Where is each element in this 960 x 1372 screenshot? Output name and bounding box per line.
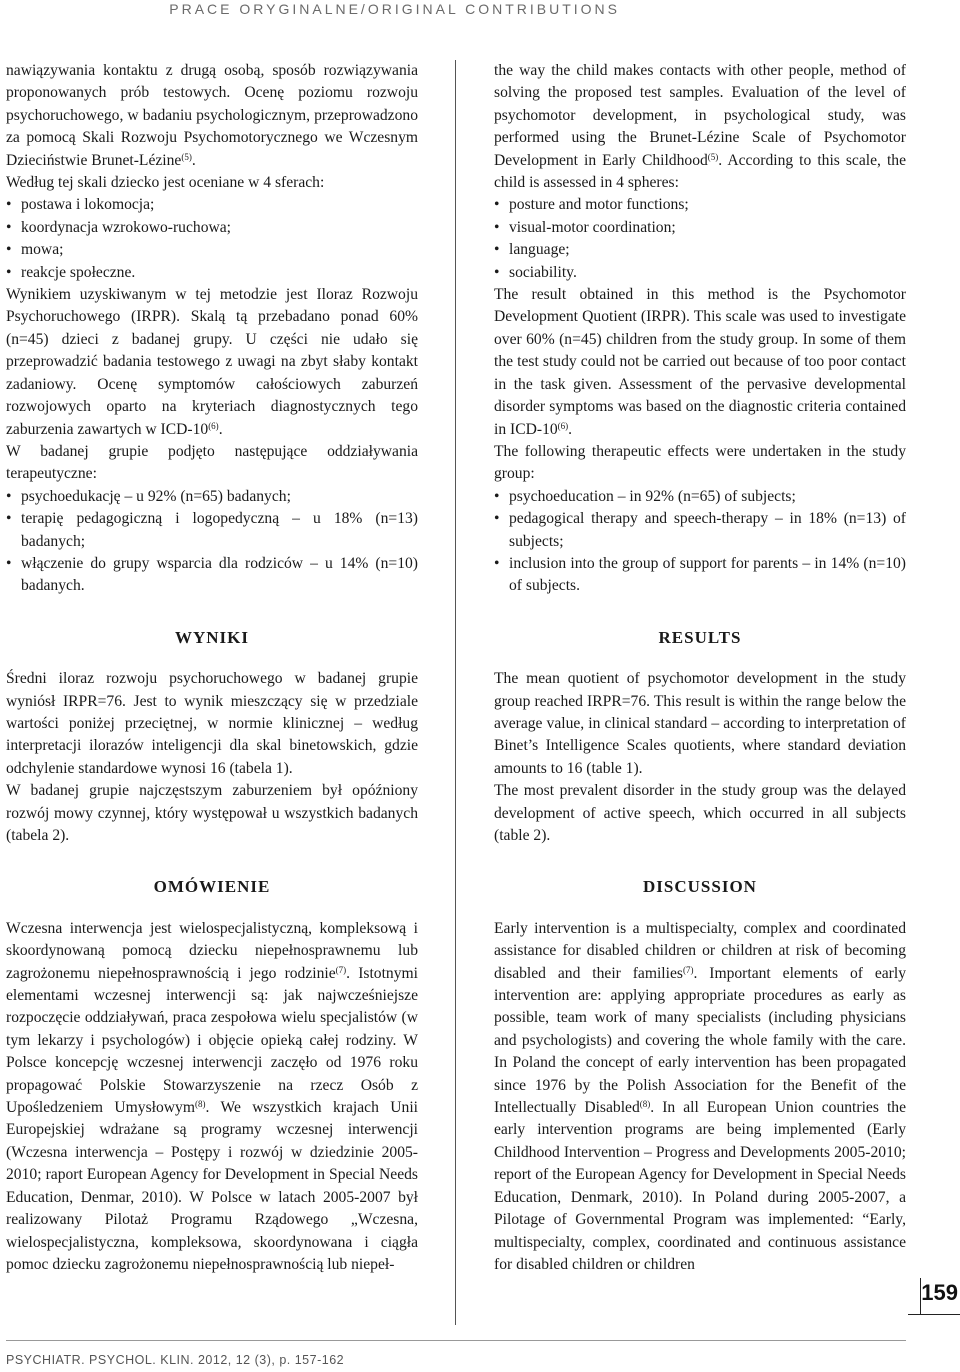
right-column [494,60,906,1276]
citation: (7) [335,964,347,975]
citation: (6) [557,420,569,431]
citation: (7) [682,964,694,975]
citation: (5) [181,151,192,162]
paragraph: The most prevalent disorder in the study group was the delayed development of active speech, which occurred in all subjects (table 2). [494,782,906,844]
list-item: • language; [494,241,570,259]
citation: (5) [707,151,719,162]
section-heading-results: RESULTS [658,627,742,647]
list-item: • psychoeducation – in 92% (n=65) of subjects; [494,487,796,505]
bullet-list [494,194,906,284]
list-item: • posture and motor functions; [494,196,689,214]
list-item: • sociability. [494,263,577,281]
citation: (8) [639,1099,651,1110]
paragraph: The mean quotient of psychomotor development in the study group reached IRPR=76. This result is within the range below the average value, in clinical standard – according to interpretation of Binet’s Intelligence Scales quotients, where standard deviation amounts to 16 (table 1). [494,670,906,777]
column-divider [455,60,456,1325]
paragraph: Wynikiem uzyskiwanym w tej metodzie jest Iloraz Rozwoju Psychoruchowego (IRPR). Skalą tą przebadano ponad 60% (n=45) dzieci z badanej grupy. U części nie udało się przeprowadzić badania testowego z uwagi na zbyt słaby kontakt zadaniowy. Ocenę symptomów całościowych zaburzeń rozwojowych oparto na kryteriach diagnostycznych tego zaburzenia zawartych w ICD-10$^{(6)}$. [6,286,418,438]
list-item: • visual-motor coordination; [494,218,676,236]
bullet-list [494,486,906,598]
paragraph: W badanej grupie podjęto następujące oddziaływania terapeutyczne: [6,442,418,483]
page-number: 159 [921,1280,958,1305]
list-item: • pedagogical therapy and speech-therapy – in 18% (n=13) of subjects; [494,510,906,550]
paragraph: Early intervention is a multispecialty, complex and coordinated assistance for disabled children or children at risk of becoming disabled and their families$^{(7)}$. Important elements of early intervention are: applying appropriate procedures as early as possible, team work of many specialists (including physicians and psychologists) and covering the whole family with the care. In Poland the concept of early intervention has been propagated since 1976 by the Polish Association for the Benefit of the Intellectually Disabled$^{(8)}$. In all European Union countries the early intervention programs are being implemented (Early Childhood Intervention – Progress and Developments 2005-2010; report of the European Agency for Development in Special Needs Education, Denmark, 2010). In Poland during 2005-2007, a Pilotage of Governmental Program was implemented: “Early, multispecialty, complex, coordinated and continuous assistance for disabled children or children [494,919,907,1273]
list-item: • terapię pedagogiczną i logopedyczną – u 18% (n=13) badanych; [6,510,418,550]
journal-citation-footer: PSYCHIATR. PSYCHOL. KLIN. 2012, 12 (3), p. 157-162 [6,1353,345,1367]
list-item: • mowa; [6,241,64,259]
paragraph: nawiązywania kontaktu z drugą osobą, sposób rozwiązywania proponowanych prób testowych. Ocenę poziomu rozwoju psychoruchowego, w badaniu psychologicznym, przeprowadzono za pomocą Skali Rozwoju Psychomotorycznego we Wczesnym Dzieciństwie Brunet-Lézine$^{(5)}$. [6,62,418,169]
page-number-underline [908,1314,960,1315]
page-number-box [908,1278,960,1322]
paragraph: Średni iloraz rozwoju psychoruchowego w badanej grupie wyniósł IRPR=76. Jest to wynik mieszczący się w przedziale wartości poniżej przeciętnej, w normie klinicznej – według interpretacji ilorazów inteligencji dla skal binetowskich, gdzie odchylenie standardowe wynosi 16 (tabela 1). [6,670,418,777]
bullet-list [6,486,418,598]
footer-divider [6,1340,906,1341]
section-heading-discussion: OMÓWIENIE [153,877,271,897]
section-heading-results: WYNIKI [174,627,249,647]
paragraph: Wczesna interwencja jest wielospecjalistyczną, kompleksową i skoordynowaną pomocą dziecku niepełnosprawnemu lub zagrożonemu niepełnosprawnością i jego rodzinie$^{(7)}$. Istotnymi elementami wczesnej interwencji są: jak najwcześniejsze rozpoczęcie oddziaływań, praca zespołowa wielu specjalistów (w tym lekarzy i psychologów) i objęcie opieką całej rodziny. W Polsce koncepcję wczesnej interwencji zaczęło od 1976 roku propagować Polskie Stowarzyszenie na rzecz Osób z Upośledzeniem Umysłowym$^{(8)}$. We wszystkich krajach Unii Europejskiej wdrażane są programy wczesnej interwencji (Wczesna interwencja – Postępy i rozwój w dziedzinie 2005-2010; raport European Agency for Development in Special Needs Education, Denmar, 2010). W Polsce w latach 2005-2007 był realizowany Pilotaż Programu Rządowego „Wczesna, wielospecjalistyczna, kompleksowa, skoordynowana i ciągła pomoc dziecku zagrożonemu niepełnosprawnością lub niepeł- [6,919,418,1273]
citation: (8) [194,1099,206,1110]
left-column [6,60,418,1276]
paragraph: The result obtained in this method is the Psychomotor Development Quotient (IRPR). This scale was used to investigate over 60% (n=45) children from the study group. In some of them the test study could not be carried out because of too poor contact in the task given. Assessment of the pervasive developmental disorder symptoms was based on the diagnostic criteria contained in ICD-10$^{(6)}$. [494,286,906,438]
list-item: • psychoedukację – u 92% (n=65) badanych; [6,487,291,505]
section-heading-discussion: DISCUSSION [643,877,757,897]
running-header: PRACE ORYGINALNE/ORIGINAL CONTRIBUTIONS [169,1,620,17]
list-item: • reakcje społeczne. [6,263,136,281]
list-item: • postawa i lokomocja; [6,196,155,214]
list-item: • koordynacja wzrokowo-ruchowa; [6,218,232,236]
paragraph: Według tej skali dziecko jest oceniane w 4 sferach: [6,174,325,192]
bullet-list [6,194,418,284]
paragraph: the way the child makes contacts with other people, method of solving the proposed test samples. Evaluation of the level of psychomotor development, in psychological study, was performed using the Brunet-Lézine Scale of Psychomotor Development in Early Childhood$^{(5)}$. According to this scale, the child is assessed in 4 spheres: [494,62,906,192]
list-item: • włączenie do grupy wsparcia dla rodziców – u 14% (n=10) badanych. [6,554,418,595]
paragraph: W badanej grupie najczęstszym zaburzeniem był opóźniony rozwój mowy czynnej, który występował u wszystkich badanych (tabela 2). [6,782,418,844]
paragraph: The following therapeutic effects were undertaken in the study group: [494,442,906,483]
list-item: • inclusion into the group of support for parents – in 14% (n=10) of subjects. [494,554,906,595]
citation: (6) [208,420,219,431]
